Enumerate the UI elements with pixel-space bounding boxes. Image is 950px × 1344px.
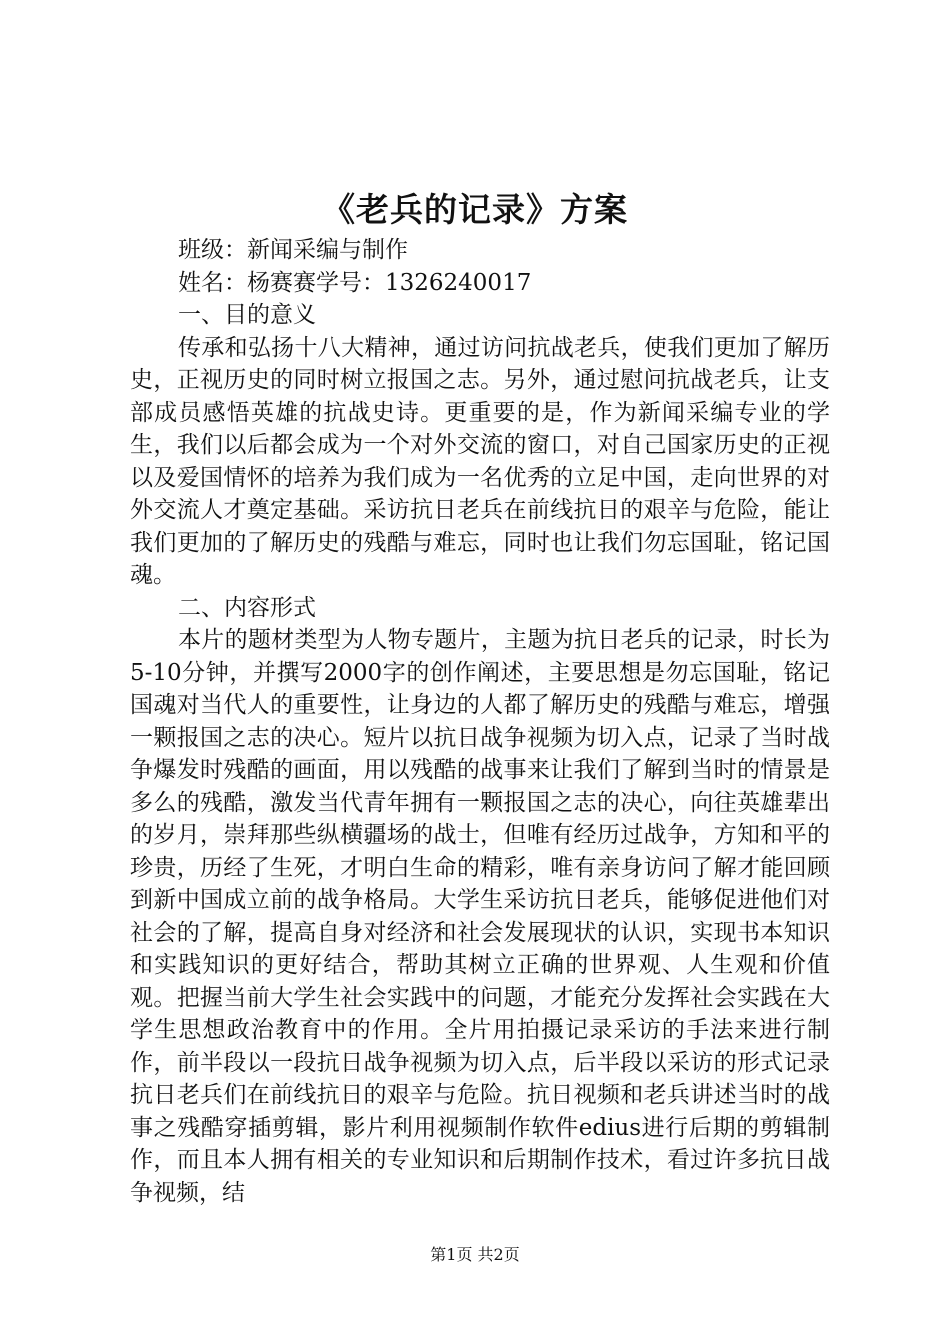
- section-paragraph-purpose: 传承和弘扬十八大精神，通过访问抗战老兵，使我们更加了解历史，正视历史的同时树立报国之志。另外，通过慰问抗战老兵，让支部成员感悟英雄的抗战史诗。更重要的是，作为新闻采编专业的学生，我们以后都会成为一个对外交流的窗口，对自己国家历史的正视以及爱国情怀的培养为我们成为一名优秀的立足中国，走向世界的对外交流人才奠定基础。采访抗日老兵在前线抗日的艰辛与危险，能让我们更加的了解历史的残酷与难忘，同时也让我们勿忘国耻，铭记国魂。: [130, 334, 830, 588]
- document-title: 《老兵的记录》方案: [322, 190, 628, 229]
- section-heading-content: 二、内容形式: [178, 594, 316, 621]
- page-number-footer: 第1页 共2页: [430, 1245, 520, 1264]
- class-line: 班级：新闻采编与制作: [178, 237, 408, 263]
- document-body: [130, 234, 830, 1209]
- section-paragraph-content: 本片的题材类型为人物专题片，主题为抗日老兵的记录，时长为5-10分钟，并撰写2000字的创作阐述，主要思想是勿忘国耻，铭记国魂对当代人的重要性，让身边的人都了解历史的残酷与难忘，增强一颗报国之志的决心。短片以抗日战争视频为切入点，记录了当时战争爆发时残酷的画面，用以残酷的战事来让我们了解到当时的情景是多么的残酷，激发当代青年拥有一颗报国之志的决心，向往英雄辈出的岁月，崇拜那些纵横疆场的战士，但唯有经历过战争，方知和平的珍贵，历经了生死，才明白生命的精彩，唯有亲身访问了解才能回顾到新中国成立前的战争格局。大学生采访抗日老兵，能够促进他们对社会的了解，提高自身对经济和社会发展现状的认识，实现书本知识和实践知识的更好结合，帮助其树立正确的世界观、人生观和价值观。把握当前大学生社会实践中的问题，才能充分发挥社会实践在大学生思想政治教育中的作用。全片用拍摄记录采访的手法来进行制作，前半段以一段抗日战争视频为切入点，后半段以采访的形式记录抗日老兵们在前线抗日的艰辛与危险。抗日视频和老兵讲述当时的战事之残酷穿插剪辑，影片利用视频制作软件edius进行后期的剪辑制作，而且本人拥有相关的专业知识和后期制作技术，看过许多抗日战争视频，结: [130, 627, 830, 1206]
- section-heading-purpose: 一、目的意义: [178, 302, 316, 328]
- name-line: 姓名：杨赛赛学号：1326240017: [178, 269, 532, 296]
